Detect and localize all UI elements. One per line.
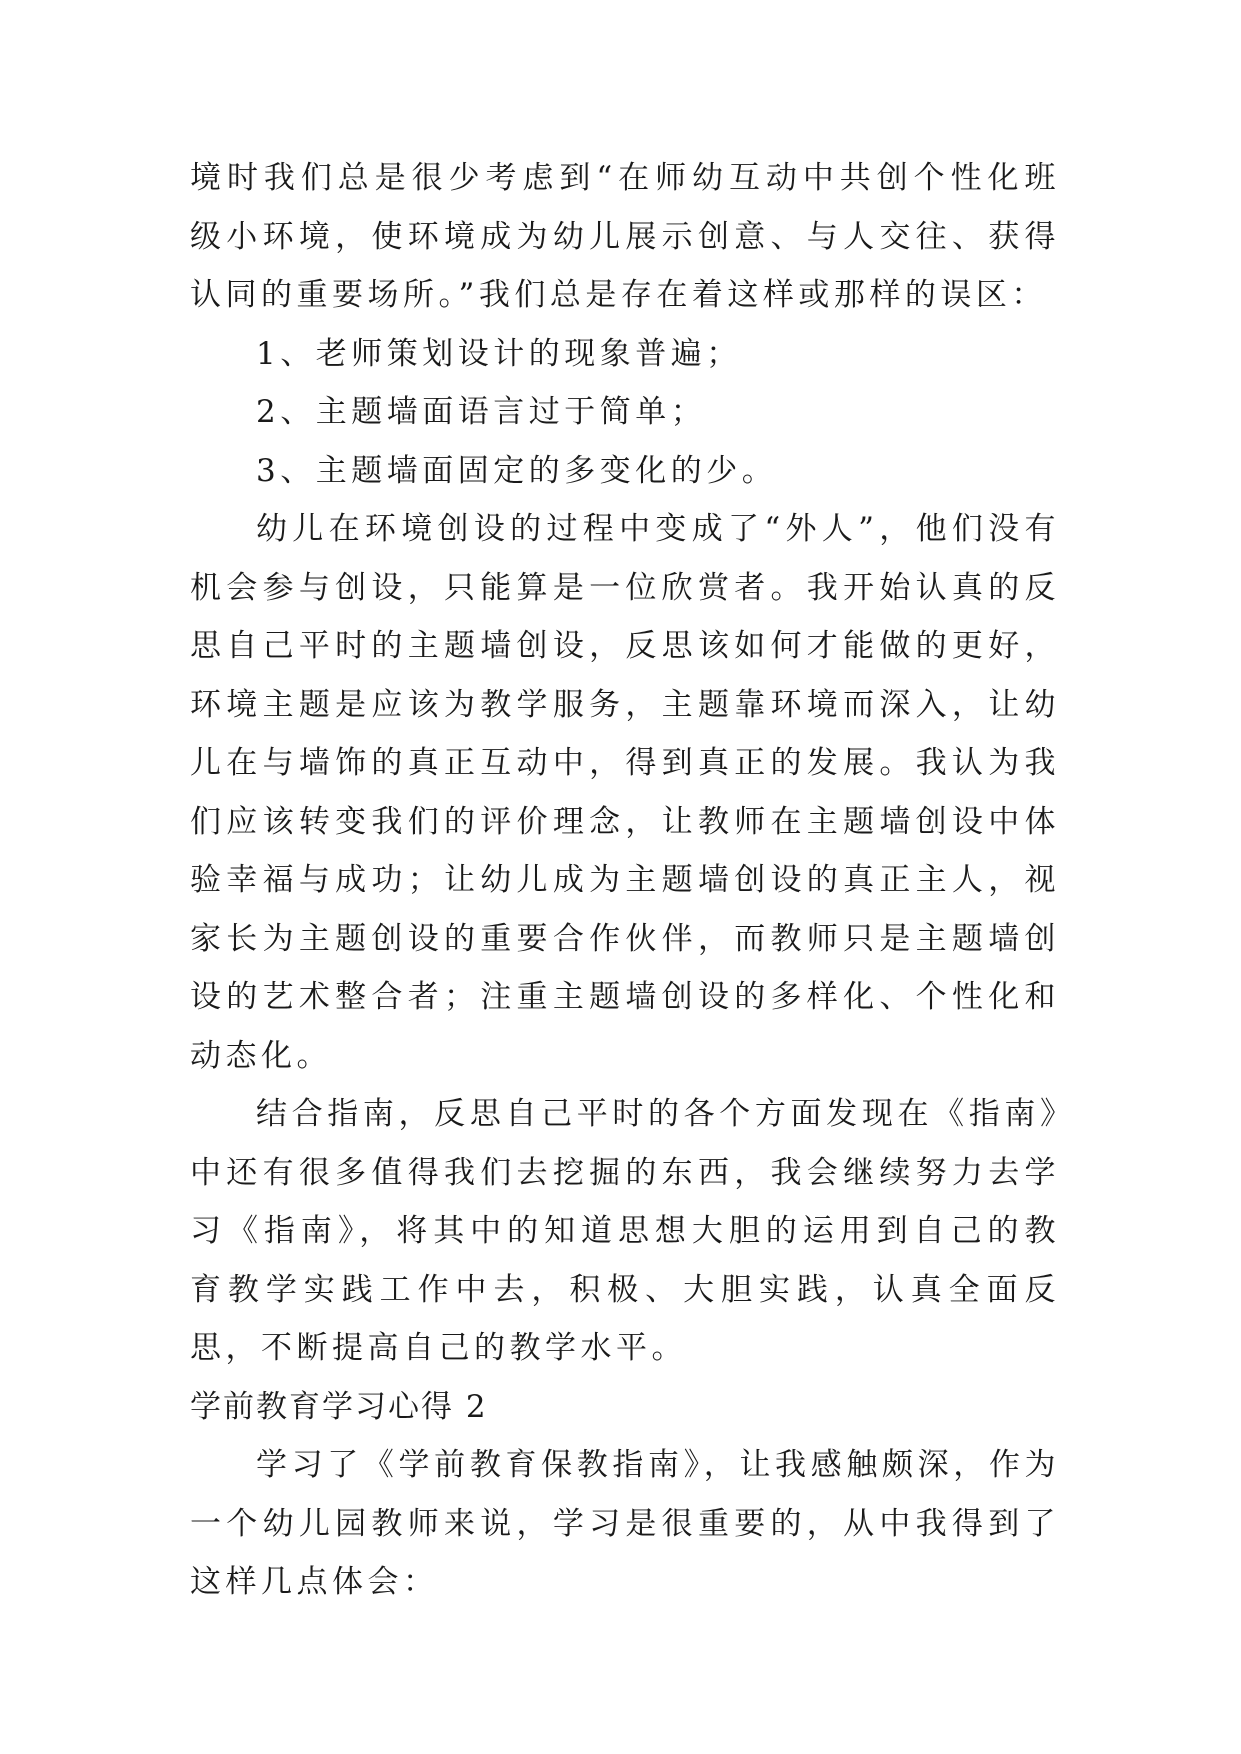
paragraph-intro: 境时我们总是很少考虑到“在师幼互动中共创个性化班级小环境，使环境成为幼儿展示创意、与人交往、获得认同的重要场所。”我们总是存在着这样或那样的误区：: [190, 160, 1060, 313]
section-heading: 学前教育学习心得 2: [190, 1388, 488, 1425]
document-body: [190, 149, 1060, 1612]
paragraph-section-2: 学习了《学前教育保教指南》，让我感触颇深，作为一个幼儿园教师来说，学习是很重要的，从中我得到了这样几点体会：: [190, 1447, 1060, 1600]
list-item-3: 3、主题墙面固定的多变化的少。: [256, 452, 778, 489]
list-item-2: 2、主题墙面语言过于简单；: [256, 394, 707, 430]
paragraph-conclusion: 结合指南，反思自己平时的各个方面发现在《指南》中还有很多值得我们去挖掘的东西，我会继续努力去学习《指南》，将其中的知道思想大胆的运用到自己的教育教学实践工作中去，积极、大胆实践，认真全面反思，不断提高自己的教学水平。: [190, 1096, 1060, 1366]
list-item-1: 1、老师策划设计的现象普遍；: [256, 335, 742, 372]
paragraph-reflection: 幼儿在环境创设的过程中变成了“外人”，他们没有机会参与创设，只能算是一位欣赏者。我开始认真的反思自己平时的主题墙创设，反思该如何才能做的更好，环境主题是应该为教学服务，主题靠环境而深入，让幼儿在与墙饰的真正互动中，得到真正的发展。我认为我们应该转变我们的评价理念，让教师在主题墙创设中体验幸福与成功；让幼儿成为主题墙创设的真正主人，视家长为主题创设的重要合作伙伴，而教师只是主题墙创设的艺术整合者；注重主题墙创设的多样化、个性化和动态化。: [190, 511, 1060, 1074]
